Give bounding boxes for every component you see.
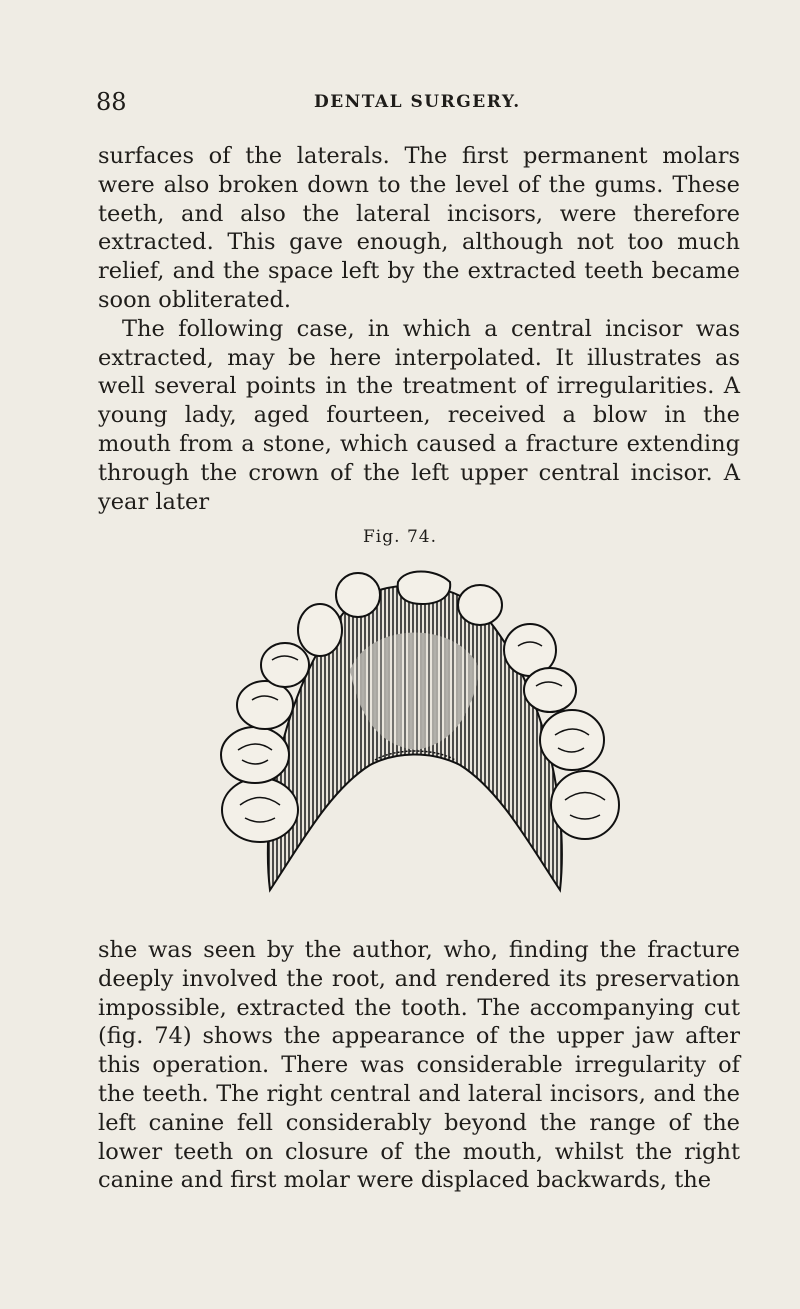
paragraph-continued: surfaces of the laterals. The first permanent molars were also broken down to the level of the gums. These teeth, and also the lateral incisors, were therefore extracted. This gave enough, although not too much relief, and the space left by the extracted teeth became soon obliterated. <box>98 143 740 313</box>
left-lateral-incisor <box>336 573 380 617</box>
paragraph-case: The following case, in which a central incisor was extracted, may be here interpolated. It illustrates as well several points in the treatment of irregularities. A young lady, aged fourteen, received a blow in the mouth from a stone, which caused a fracture extending through the crown of the left upper central incisor. A year later <box>98 315 740 515</box>
figure-caption: Fig. 74. <box>363 527 437 547</box>
right-premolar-1 <box>524 668 576 712</box>
page-number: 88 <box>96 88 127 116</box>
right-lateral-incisor <box>458 585 502 625</box>
left-canine <box>298 604 342 656</box>
upper-jaw-illustration <box>200 560 630 900</box>
left-premolar-2 <box>237 681 293 729</box>
left-molar-1 <box>221 727 289 783</box>
right-central-incisor <box>398 572 450 605</box>
running-head <box>96 88 741 118</box>
right-molar-2 <box>551 771 619 839</box>
running-title: DENTAL SURGERY. <box>314 92 521 112</box>
left-molar-2 <box>222 778 298 842</box>
left-premolar-1 <box>261 643 309 687</box>
right-molar-1 <box>540 710 604 770</box>
body-text-top <box>98 142 740 516</box>
body-text-bottom <box>98 936 740 1195</box>
paragraph-continuation: she was seen by the author, who, finding the fracture deeply involved the root, and rendered its preservation impossible, extracted the tooth. The accompanying cut (fig. 74) shows the appearance of the upper jaw after this operation. There was considerable irregularity of the teeth. The right central and lateral incisors, and the left canine fell considerably beyond the range of the lower teeth on closure of the mouth, whilst the right canine and first molar were displaced backwards, the <box>98 937 740 1194</box>
